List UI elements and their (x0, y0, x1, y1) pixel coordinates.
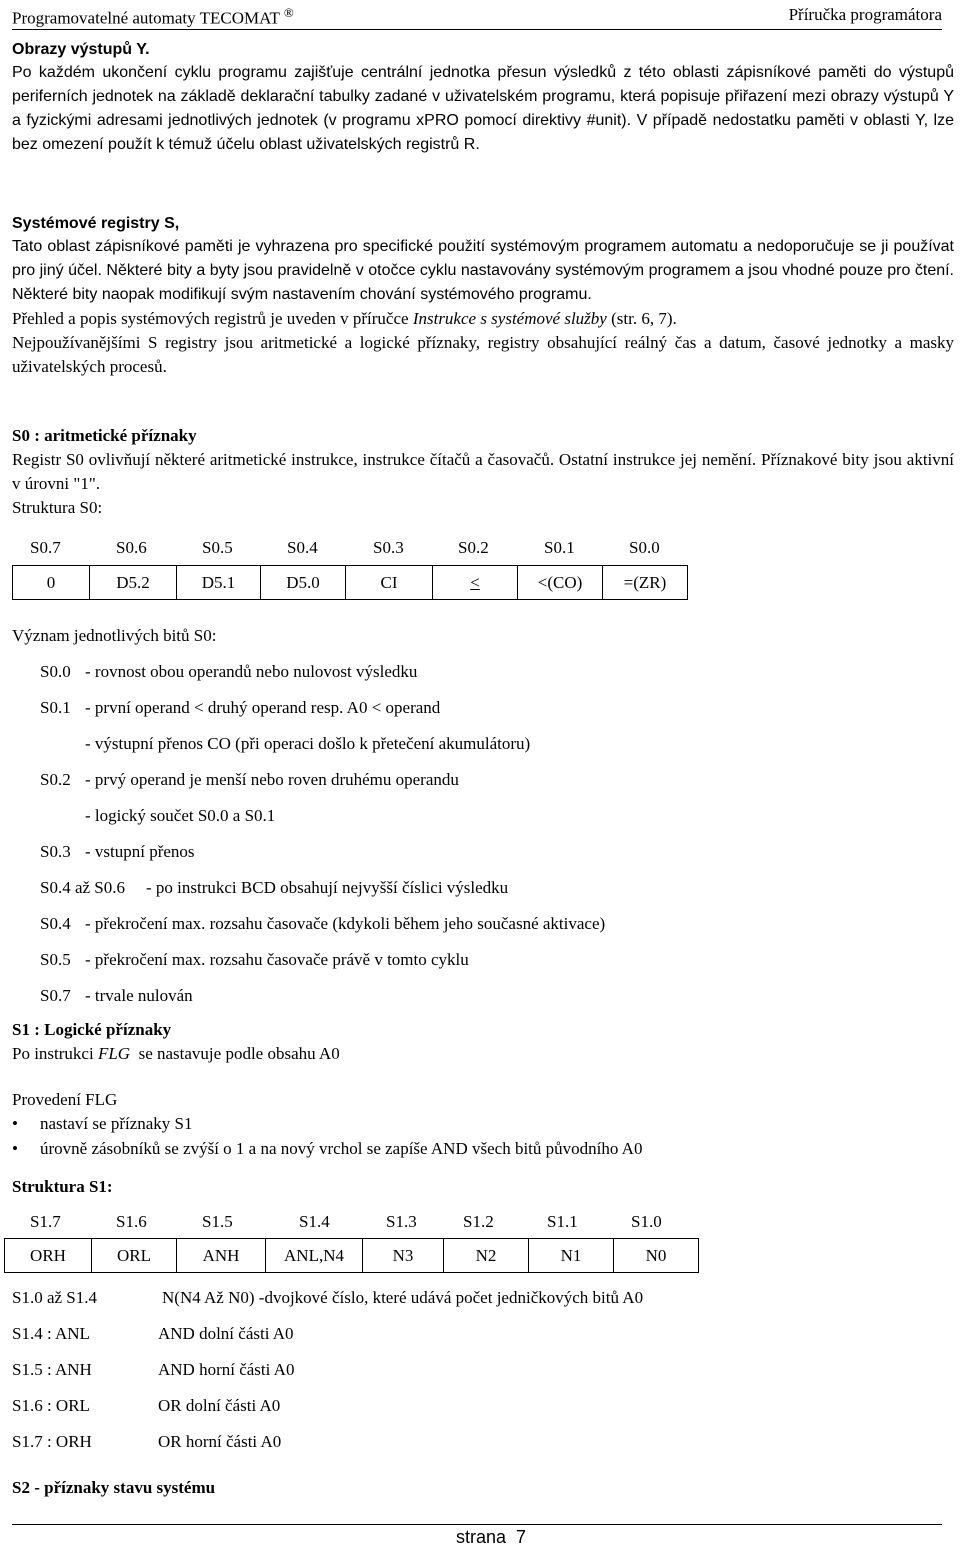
bullet-icon: • (12, 1114, 18, 1133)
s1-cell: N2 (444, 1239, 529, 1273)
s1-bit-label: S1.7 (30, 1212, 61, 1231)
section-s-paragraph-1: Tato oblast zápisníkové paměti je vyhrazena pro specifické použití systémovým programem automatu a nedoporučuje se ji používat pro jiný účel. Některé bity a byty jsou pravidelně v otočce cyklu nastavovány systémovým programem a jsou vhodné pouze pro čtení. Některé bity naopak modifikují svým nastavením chování systémového programu. (12, 238, 954, 303)
s1-structure-table (4, 1238, 699, 1273)
s0-bit-label: S0.0 (629, 538, 660, 557)
list-item-text: N(N4 Až N0) -dvojkové číslo, které udává počet jedničkových bitů A0 (162, 1288, 644, 1307)
header-title (12, 5, 294, 29)
s1-line-after: se nastavuje podle obsahu A0 (130, 1044, 340, 1063)
list-item-key: S1.4 : ANL (12, 1324, 90, 1343)
header-subtitle: Příručka programátora (788, 5, 942, 24)
s0-bit-label: S0.6 (116, 538, 147, 557)
s0-structure-table (12, 565, 688, 600)
s2-title: S2 - příznaky stavu systému (12, 1478, 216, 1497)
list-item-key: S1.5 : ANH (12, 1360, 92, 1379)
section-s1 (12, 1018, 954, 1066)
s1-bit-label: S1.2 (463, 1212, 494, 1231)
list-item-text: - po instrukci BCD obsahují nejvyšší číslici výsledku (146, 878, 509, 897)
list-item-key: S0.4 až S0.6 (40, 878, 125, 897)
section-s-title: Systémové registry S, (12, 215, 180, 232)
registered-mark: ® (283, 5, 294, 20)
s1-cell: ORL (92, 1239, 177, 1273)
list-item-text: - výstupní přenos CO (při operaci došlo k přetečení akumulátoru) (85, 734, 531, 753)
header-title-text: Programovatelné automaty TECOMAT (12, 8, 280, 28)
s1-bit-label: S1.1 (547, 1212, 578, 1231)
section-s-paragraph-2 (12, 307, 954, 331)
s0-cell (433, 566, 518, 600)
s0-cell: 0 (13, 566, 90, 600)
s1-structure-label: Struktura S1: (12, 1177, 113, 1196)
section-y-paragraph: Po každém ukončení cyklu programu zajišťuje centrální jednotka přesun výsledků z této oblasti zápisníkové paměti do výstupů periferních jednotek na základě deklarační tabulky zadané v uživatelském programu, která popisuje přiřazení mezi obrazy výstupů Y a fyzickými adresami jednotlivých jednotek (v programu xPRO pomocí direktivy #unit). V případě nedostatku paměti v oblasti Y, lze bez omezení použít k témuž účelu oblast uživatelských registrů R. (12, 64, 954, 153)
list-item-key: S1.7 : ORH (12, 1432, 92, 1451)
para2-before: Přehled a popis systémových registrů je uveden v příručce (12, 309, 413, 328)
flg-instruction: FLG (97, 1044, 131, 1063)
list-item-text: AND dolní části A0 (158, 1324, 294, 1343)
section-s-paragraph-3: Nejpoužívanějšími S registry jsou aritmetické a logické příznaky, registry obsahující reálný čas a datum, časové jednotky a masky uživatelských procesů. (12, 333, 954, 376)
list-item: nastaví se příznaky S1 (40, 1114, 193, 1133)
list-item-key: S0.1 (40, 698, 71, 717)
list-item-text: - vstupní přenos (85, 842, 195, 861)
s0-cell: D5.2 (90, 566, 177, 600)
page-header (12, 3, 942, 30)
table-row (13, 566, 688, 600)
section-system-registers (12, 212, 954, 379)
s0-cell: CI (346, 566, 433, 600)
list-item-text: OR horní části A0 (158, 1432, 282, 1451)
page-number: strana 7 (456, 1527, 527, 1547)
s0-cell: =(ZR) (603, 566, 688, 600)
s0-meaning-label: Význam jednotlivých bitů S0: (12, 626, 217, 645)
bullet-icon: • (12, 1139, 18, 1158)
flg-title: Provedení FLG (12, 1090, 118, 1109)
s1-cell: N0 (614, 1239, 699, 1273)
list-item-key: S0.5 (40, 950, 71, 969)
s1-cell: ANH (177, 1239, 266, 1273)
section-y-title: Obrazy výstupů Y. (12, 41, 150, 58)
list-item-text: - logický součet S0.0 a S0.1 (85, 806, 276, 825)
s1-flg-line (12, 1042, 954, 1066)
manual-reference: Instrukce s systémové služby (412, 309, 607, 328)
list-item-text: - prvý operand je menší nebo roven druhému operandu (85, 770, 459, 789)
s0-bit-label: S0.4 (287, 538, 318, 557)
s1-cell: ORH (5, 1239, 92, 1273)
s1-cell: N3 (363, 1239, 444, 1273)
s0-bit-label: S0.5 (202, 538, 233, 557)
list-item-text: AND horní části A0 (158, 1360, 295, 1379)
list-item-text: - rovnost obou operandů nebo nulovost výsledku (85, 662, 418, 681)
list-item-key: S1.0 až S1.4 (12, 1288, 97, 1307)
list-item-key: S0.7 (40, 986, 71, 1005)
para2-after: (str. 6, 7). (606, 309, 677, 328)
s0-bit-label: S0.2 (458, 538, 489, 557)
s1-line-before: Po instrukci (12, 1044, 98, 1063)
s0-cell: D5.1 (177, 566, 261, 600)
section-outputs-y (12, 38, 954, 157)
page-footer (12, 1524, 942, 1547)
table-row (5, 1239, 699, 1273)
s0-title: S0 : aritmetické příznaky (12, 426, 197, 445)
list-item-text: - překročení max. rozsahu časovače právě v tomto cyklu (85, 950, 469, 969)
s0-cell: <(CO) (518, 566, 603, 600)
section-s0 (12, 424, 954, 520)
list-item-text: OR dolní části A0 (158, 1396, 281, 1415)
s0-bit-label: S0.7 (30, 538, 61, 557)
s0-cell: D5.0 (261, 566, 346, 600)
s1-bit-label: S1.6 (116, 1212, 147, 1231)
s1-bit-label: S1.5 (202, 1212, 233, 1231)
list-item-text: - překročení max. rozsahu časovače (kdykoli během jeho současné aktivace) (85, 914, 606, 933)
s1-title: S1 : Logické příznaky (12, 1020, 172, 1039)
list-item-key: S1.6 : ORL (12, 1396, 90, 1415)
list-item-key: S0.3 (40, 842, 71, 861)
list-item-key: S0.0 (40, 662, 71, 681)
list-item: úrovně zásobníků se zvýší o 1 a na nový vrchol se zapíše AND všech bitů původního A0 (40, 1139, 643, 1158)
s0-bit-label: S0.3 (373, 538, 404, 557)
s0-paragraph: Registr S0 ovlivňují některé aritmetické instrukce, instrukce čítačů a časovačů. Ostatní instrukce jej nemění. Příznakové bity jsou aktivní v úrovni "1". (12, 450, 954, 493)
s1-cell: ANL,N4 (266, 1239, 363, 1273)
list-item-text: - první operand < druhý operand resp. A0 < operand (85, 698, 441, 717)
s0-bit-label: S0.1 (544, 538, 575, 557)
list-item-key: S0.4 (40, 914, 71, 933)
s0-structure-label: Struktura S0: (12, 498, 103, 517)
s1-bit-label: S1.4 (299, 1212, 330, 1231)
less-or-equal-symbol: < (470, 572, 480, 592)
list-item-key: S0.2 (40, 770, 71, 789)
s1-bit-label: S1.3 (386, 1212, 417, 1231)
s1-cell: N1 (529, 1239, 614, 1273)
s1-bit-label: S1.0 (631, 1212, 662, 1231)
list-item-text: - trvale nulován (85, 986, 193, 1005)
